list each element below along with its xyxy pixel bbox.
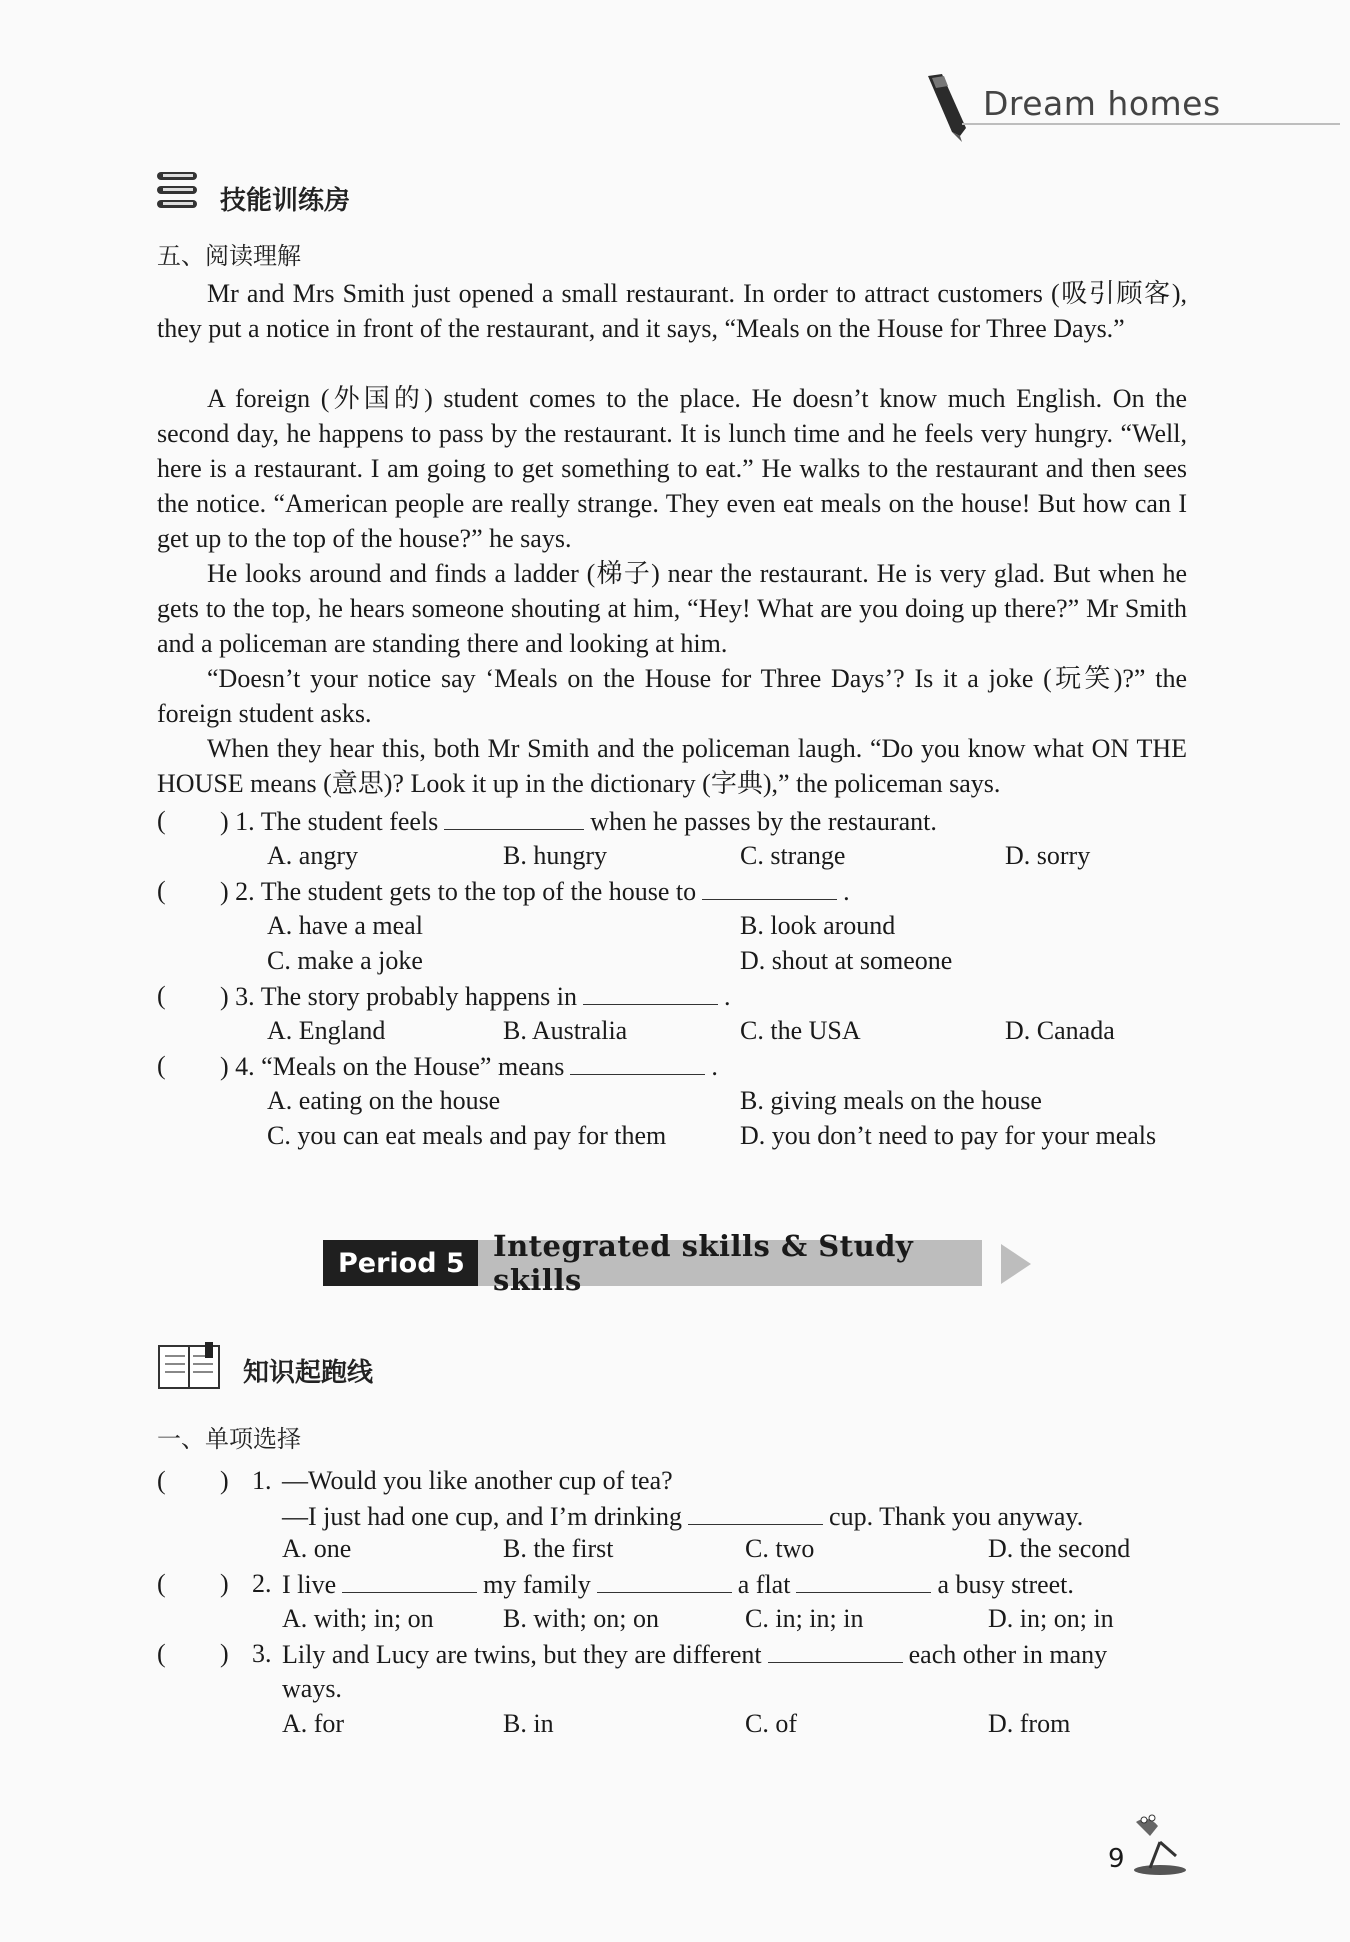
option-b[interactable]: B. with; on; on [503,1604,660,1633]
option-c[interactable]: C. two [745,1534,815,1563]
question-4-tail: . [711,1052,718,1081]
choice-3-part-a: Lily and Lucy are twins, but they are different [282,1640,762,1669]
option-a[interactable]: A. for [282,1709,345,1738]
option-b[interactable]: B. in [503,1709,554,1738]
option-b[interactable]: B. giving meals on the house [740,1086,1042,1115]
section-title-skills: 技能训练房 [220,186,351,216]
header-title: Dream homes [983,84,1221,123]
stack-icon [155,170,201,214]
option-a[interactable]: A. angry [267,841,358,870]
choice-2-number: 2. [252,1569,272,1598]
answer-paren: ( [157,1639,166,1668]
question-4 [220,1048,718,1084]
answer-blank[interactable] [342,1566,477,1593]
reading-subtitle: 五、阅读理解 [157,242,301,270]
answer-paren: ( [157,981,166,1010]
answer-blank[interactable] [570,1048,705,1075]
header-rule [962,123,1340,125]
answer-blank[interactable] [768,1636,903,1663]
option-c[interactable]: C. of [745,1709,797,1738]
choice-3-line-1 [282,1636,1107,1672]
option-c[interactable]: C. strange [740,841,846,870]
question-3-tail: . [723,982,731,1011]
paragraph-5: When they hear this, both Mr Smith and the policeman laugh. “Do you know what ON THE HOUSE means (意思)? Look it up in the dictionary (字典),” the policeman says. [157,734,1187,798]
answer-paren: ( [157,1569,166,1598]
choice-1-line-1: —Would you like another cup of tea? [282,1466,673,1495]
paragraph-1: Mr and Mrs Smith just opened a small restaurant. In order to attract customers (吸引顾客), they put a notice in front of the restaurant, and it says, “Meals on the House for Three Days.” [157,279,1187,343]
choice-3-line-2: ways. [282,1674,342,1703]
choice-1-line-2b: cup. Thank you anyway. [829,1502,1084,1531]
option-c[interactable]: C. you can eat meals and pay for them [267,1121,667,1150]
choice-2-part-a: I live [282,1570,337,1599]
option-b[interactable]: B. look around [740,911,896,940]
question-2-tail: . [843,877,850,906]
option-a[interactable]: A. have a meal [267,911,423,940]
option-c[interactable]: C. in; in; in [745,1604,864,1633]
paragraph-4: “Doesn’t your notice say ‘Meals on the House for Three Days’? Is it a joke (玩笑)?” the foreign student asks. [157,664,1187,728]
choice-1-number: 1. [252,1466,272,1495]
choice-2-part-c: a flat [737,1570,791,1599]
choice-1-line-2 [282,1498,1083,1534]
choice-2-part-d: a busy street. [937,1570,1074,1599]
question-2-stem: ) 2. The student gets to the top of the house to [220,877,697,906]
question-2 [220,873,850,909]
question-3-stem: ) 3. The story probably happens in [220,982,577,1011]
choice-3-number: 3. [252,1639,272,1668]
option-b[interactable]: B. hungry [503,841,607,870]
option-a[interactable]: A. with; in; on [282,1604,434,1633]
choice-1-line-2a: —I just had one cup, and I’m drinking [282,1502,683,1531]
option-d[interactable]: D. from [988,1709,1071,1738]
choice-2-line [282,1566,1074,1602]
option-d[interactable]: D. sorry [1005,841,1091,870]
paragraph-2: A foreign (外国的) student comes to the place. He doesn’t know much English. On the second day, he happens to pass by the restaurant. It is lunch time and he feels very hungry. “Well, here is a restaurant. I am going to get something to eat.” He walks to the restaurant and then sees the notice. “American people are really strange. They even eat meals on the house! But how can I get up to the top of the house?” he says. [157,384,1187,553]
option-a[interactable]: A. England [267,1016,386,1045]
option-b[interactable]: B. the first [503,1534,614,1563]
answer-paren: ( [157,1051,166,1080]
page-number: 9 [1108,1844,1125,1874]
answer-paren: ( [157,876,166,905]
answer-blank[interactable] [688,1498,823,1525]
answer-blank[interactable] [444,803,584,830]
answer-blank[interactable] [702,873,837,900]
option-c[interactable]: C. the USA [740,1016,861,1045]
period-topic: Integrated skills & Study skills [478,1240,982,1286]
option-c[interactable]: C. make a joke [267,946,423,975]
answer-blank[interactable] [796,1566,931,1593]
question-3 [220,978,730,1014]
option-a[interactable]: A. one [282,1534,352,1563]
answer-blank[interactable] [597,1566,732,1593]
choice-3-part-b: each other in many [908,1640,1108,1669]
option-d[interactable]: D. you don’t need to pay for your meals [740,1121,1157,1150]
section-title-knowledge: 知识起跑线 [243,1358,374,1388]
period-label: Period 5 [323,1240,478,1286]
question-1 [220,803,937,839]
option-d[interactable]: D. Canada [1005,1016,1115,1045]
question-1-stem: ) 1. The student feels [220,807,439,836]
option-d[interactable]: D. the second [988,1534,1131,1563]
question-1-tail: when he passes by the restaurant. [590,807,937,836]
triangle-arrow-icon [1001,1244,1033,1284]
choice-subtitle: 一、单项选择 [157,1425,301,1453]
choice-paren-close: ) [220,1466,229,1495]
pen-icon [922,72,972,142]
paragraph-3: He looks around and finds a ladder (梯子) near the restaurant. He is very glad. But when he gets to the top, he hears someone shouting at him, “Hey! What are you doing up there?” Mr Smith and a policeman are standing there and looking at him. [157,559,1187,658]
book-icon [157,1342,223,1392]
choice-paren-close: ) [220,1569,229,1598]
desk-lamp-icon [1130,1812,1190,1876]
choice-2-part-b: my family [483,1570,591,1599]
option-d[interactable]: D. in; on; in [988,1604,1114,1633]
choice-paren-close: ) [220,1639,229,1668]
option-d[interactable]: D. shout at someone [740,946,953,975]
answer-paren: ( [157,806,166,835]
answer-blank[interactable] [583,978,718,1005]
question-4-stem: ) 4. “Meals on the House” means [220,1052,565,1081]
option-b[interactable]: B. Australia [503,1016,628,1045]
option-a[interactable]: A. eating on the house [267,1086,501,1115]
answer-paren: ( [157,1466,166,1495]
